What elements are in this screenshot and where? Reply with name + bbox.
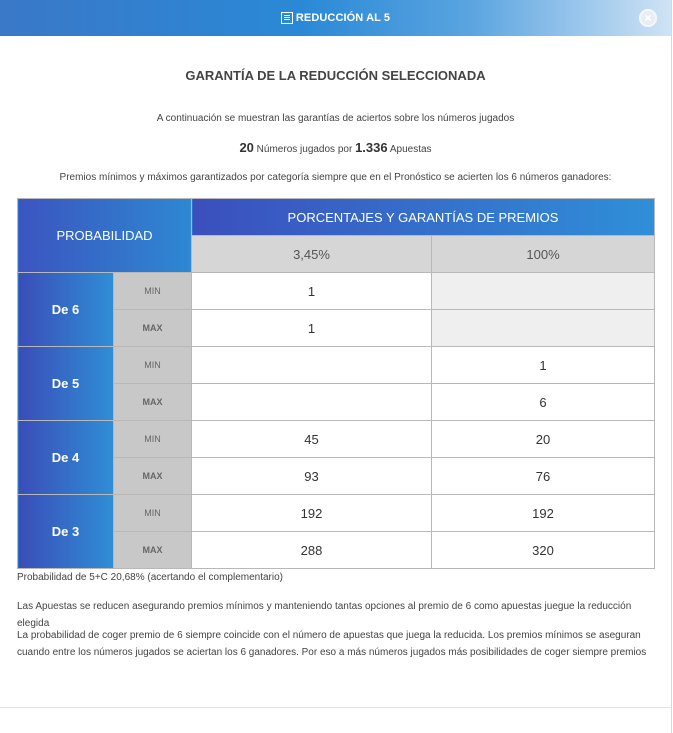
min-label: MIN	[114, 421, 192, 458]
value-cell	[432, 310, 655, 347]
value-cell: 192	[192, 495, 432, 532]
table-row	[18, 532, 655, 569]
max-label: MAX	[114, 458, 192, 495]
footer-divider	[0, 707, 671, 708]
intro-text: A continuación se muestran las garantías de aciertos sobre los números jugados	[156, 113, 515, 124]
max-label: MAX	[114, 310, 192, 347]
value-cell: 76	[432, 458, 655, 495]
category-de-3: De 3	[18, 495, 114, 569]
table-row	[18, 347, 655, 384]
column-header-2: 100%	[432, 236, 655, 273]
modal-title: REDUCCIÓN AL 5	[295, 12, 391, 24]
value-cell: 192	[432, 495, 655, 532]
min-label: MIN	[114, 273, 192, 310]
value-cell: 20	[432, 421, 655, 458]
bets-count: 1.336	[355, 140, 388, 155]
note-probability-explanation: La probabilidad de coger premio de 6 siempre coincide con el número de apuestas que juega la reducida. Los premios mínimos se aseguran cuando entre los números jugados se aciertan los 6 ganadores. Por eso a más números jugados más posibilidades de coger siempre premios	[17, 630, 647, 658]
value-cell	[192, 384, 432, 421]
premios-text: Premios mínimos y máximos garantizados por categoría siempre que en el Pronóstico se acierten los 6 números ganadores:	[59, 172, 612, 183]
value-cell	[192, 347, 432, 384]
table-row	[18, 458, 655, 495]
table-row	[18, 384, 655, 421]
probability-header: PROBABILIDAD	[18, 199, 192, 273]
played-summary	[0, 140, 671, 155]
table-row	[18, 421, 655, 458]
value-cell: 320	[432, 532, 655, 569]
percentages-header: PORCENTAJES Y GARANTÍAS DE PREMIOS	[192, 199, 655, 236]
value-cell: 93	[192, 458, 432, 495]
guarantees-table	[17, 198, 655, 569]
page-title: GARANTÍA DE LA REDUCCIÓN SELECCIONADA	[185, 68, 486, 83]
min-label: MIN	[114, 347, 192, 384]
probability-note: Probabilidad de 5+C 20,68% (acertando el complementario)	[17, 572, 283, 583]
value-cell: 6	[432, 384, 655, 421]
value-cell: 1	[192, 310, 432, 347]
table-row	[18, 273, 655, 310]
numbers-count: 20	[239, 140, 254, 155]
max-label: MAX	[114, 532, 192, 569]
category-de-6: De 6	[18, 273, 114, 347]
close-button[interactable]: ×	[639, 9, 657, 27]
value-cell: 1	[192, 273, 432, 310]
numbers-label: Números jugados por	[253, 144, 356, 155]
note-reduction: Las Apuestas se reducen asegurando premios mínimos y manteniendo tantas opciones al premio de 6 como apuestas juegue la reducción elegida	[17, 601, 632, 629]
min-label: MIN	[114, 495, 192, 532]
table-row	[18, 495, 655, 532]
max-label: MAX	[114, 384, 192, 421]
bets-label: Apuestas	[387, 144, 432, 155]
value-cell: 1	[432, 347, 655, 384]
category-de-5: De 5	[18, 347, 114, 421]
category-de-4: De 4	[18, 421, 114, 495]
list-icon	[281, 12, 293, 24]
value-cell: 45	[192, 421, 432, 458]
modal-titlebar	[0, 0, 671, 36]
column-header-1: 3,45%	[192, 236, 432, 273]
table-row	[18, 310, 655, 347]
value-cell	[432, 273, 655, 310]
value-cell: 288	[192, 532, 432, 569]
